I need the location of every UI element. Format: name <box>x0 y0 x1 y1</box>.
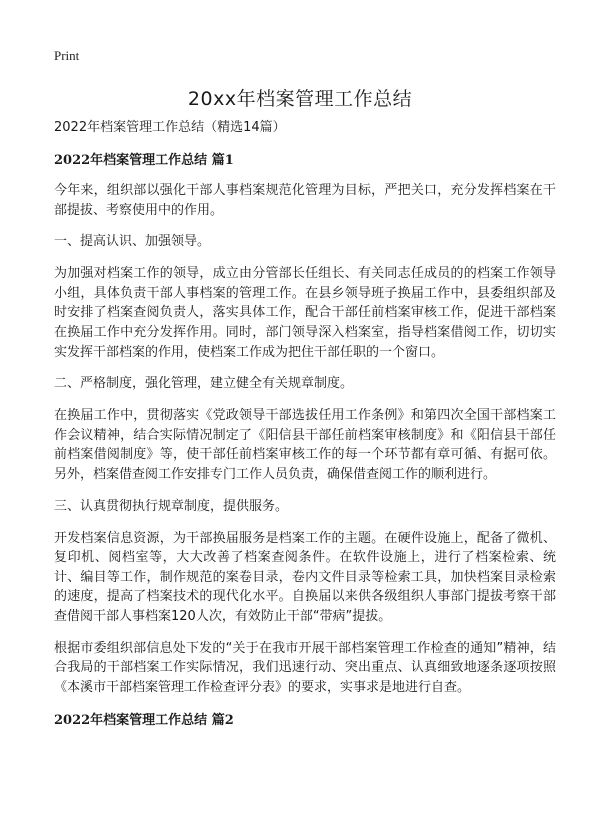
intro-paragraph: 今年来，组织部以强化干部人事档案规范化管理为目标，严把关口，充分发挥档案在干部提拔、考察使用中的作用。 <box>54 183 556 218</box>
closing-paragraph: 根据市委组织部信息处下发的“关于在我市开展干部档案管理工作检查的通知”精神，结合我局的干部档案工作实际情况，我们迅速行动、突出重点、认真细致地逐条逐项按照《本溪市干部档案管理工作检查评分表》的要求，实事求是地进行自查。 <box>54 640 556 695</box>
item-paragraph-3: 开发档案信息资源，为干部换届服务是档案工作的主题。在硬件设施上，配备了微机、复印机、阅档室等，大大改善了档案查阅条件。在软件设施上，进行了档案检索、统计、编目等工作，制作规范的案卷目录，卷内文件目录等检索工具，加快档案目录检索的速度，提高了档案技术的现代化水平。自换届以来供各级组织人事部门提拔考察干部查借阅干部人事档案120人次，有效防止干部“带病”提拔。 <box>54 530 556 624</box>
section-heading-2: 2022年档案管理工作总结 篇2 <box>54 713 234 729</box>
item-heading-2: 二、严格制度，强化管理，建立健全有关规章制度。 <box>54 376 354 392</box>
document-body <box>54 118 556 741</box>
item-heading-3: 三、认真贯彻执行规章制度，提供服务。 <box>54 498 289 514</box>
section-heading-1: 2022年档案管理工作总结 篇1 <box>54 153 234 168</box>
item-heading-1: 一、提高认识、加强领导。 <box>54 234 211 250</box>
item-paragraph-2: 在换届工作中，贯彻落实《党政领导干部选拔任用工作条例》和第四次全国干部档案工作会议精神，结合实际情况制定了《阳信县干部任前档案审核制度》和《阳信县干部任前档案借阅制度》等，使干部任前档案审核工作的每一个环节都有章可循、有据可依。另外，档案借查阅工作安排专门工作人员负责，确保借查阅工作的顺利进行。 <box>54 408 556 482</box>
document-subtitle: 2022年档案管理工作总结（精选14篇） <box>54 120 286 135</box>
page-title: 20xx年档案管理工作总结 <box>187 88 413 110</box>
item-paragraph-1: 为加强对档案工作的领导，成立由分管部长任组长、有关同志任成员的的档案工作领导小组，具体负责干部人事档案的管理工作。在县乡领导班子换届工作中，县委组织部及时安排了档案查阅负责人，落实具体工作，配合干部任前档案审核工作，促进干部档案在换届工作中充分发挥作用。同时，部门领导深入档案室，指导档案借阅工作，切切实实发挥干部档案的作用，使档案工作成为把住干部任职的一个窗口。 <box>54 266 556 360</box>
print-label: Print <box>54 48 80 63</box>
